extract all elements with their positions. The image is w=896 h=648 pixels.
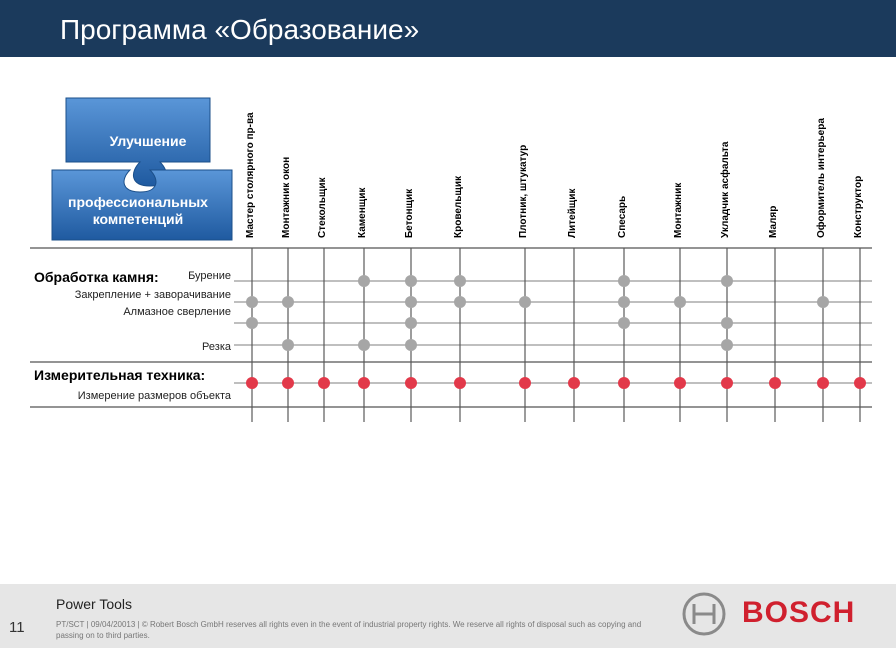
- competency-dot: [721, 275, 733, 287]
- competency-dot: [246, 317, 258, 329]
- competency-dot: [721, 377, 733, 389]
- column-label: Спесарь: [617, 195, 628, 238]
- competency-dot: [769, 377, 781, 389]
- competency-dot: [618, 296, 630, 308]
- competency-dot: [405, 317, 417, 329]
- column-label: Литейщик: [567, 188, 578, 238]
- competency-dot: [519, 296, 531, 308]
- row-label: Закрепление + заворачивание: [74, 289, 231, 301]
- legal-notice: PT/SCT | 09/04/20013 | © Robert Bosch GmbH reserves all rights even in the event of industrial property rights. We reserve all rights of disposal such as copying and passing on to third parties.: [56, 620, 642, 640]
- competency-dot: [618, 317, 630, 329]
- competency-dot: [674, 296, 686, 308]
- competency-dot: [568, 377, 580, 389]
- competency-dot: [282, 377, 294, 389]
- competency-dot: [246, 296, 258, 308]
- section-measuring: Измерительная техника:: [34, 367, 206, 383]
- competency-dot: [817, 377, 829, 389]
- column-label: Мастер столярного пр-ва: [245, 112, 256, 238]
- competency-dot: [817, 296, 829, 308]
- column-label: Монтажник: [673, 182, 684, 238]
- row-label: Резка: [202, 341, 231, 353]
- competency-dot: [282, 296, 294, 308]
- competency-dot: [854, 377, 866, 389]
- division-label: Power Tools: [56, 596, 133, 612]
- column-label: Бетонщик: [404, 188, 415, 238]
- competency-dot: [721, 317, 733, 329]
- competency-dot: [618, 377, 630, 389]
- column-label: Монтажник окон: [281, 156, 292, 238]
- column-label: Оформитель интерьера: [816, 118, 827, 238]
- competency-dot: [405, 339, 417, 351]
- competency-dot: [454, 296, 466, 308]
- row-label: Бурение: [188, 270, 231, 282]
- puzzle-text-line3: компетенций: [92, 211, 184, 227]
- column-label: Стекольщик: [317, 177, 328, 238]
- competency-dot: [358, 275, 370, 287]
- column-label: Конструктор: [853, 175, 864, 238]
- bosch-emblem-icon: [680, 590, 730, 640]
- competency-dot: [454, 275, 466, 287]
- competency-dot: [454, 377, 466, 389]
- column-label: Плотник, штукатур: [518, 144, 529, 238]
- competency-dot: [618, 275, 630, 287]
- competency-dot: [405, 296, 417, 308]
- competency-dot: [519, 377, 531, 389]
- puzzle-text-line2: профессиональных: [68, 194, 208, 210]
- competency-dot: [282, 339, 294, 351]
- section-stone: Обработка камня:: [34, 269, 159, 285]
- page-title: Программа «Образование»: [60, 14, 420, 45]
- column-label: Каменщик: [357, 187, 368, 238]
- column-label: Кровельщик: [453, 176, 464, 238]
- competency-dot: [358, 377, 370, 389]
- competency-dot: [405, 377, 417, 389]
- page-number: 11: [9, 619, 25, 636]
- competency-dot: [246, 377, 258, 389]
- column-label: Маляр: [768, 205, 779, 238]
- puzzle-text-line1: Улучшение: [109, 133, 187, 149]
- competency-dot: [674, 377, 686, 389]
- bosch-logo: BOSCH: [742, 596, 856, 629]
- column-label: Укладчик асфальта: [720, 141, 731, 238]
- row-label: Алмазное сверление: [123, 306, 231, 318]
- row-label: Измерение размеров объекта: [77, 390, 231, 402]
- competency-dot: [721, 339, 733, 351]
- competency-dot: [318, 377, 330, 389]
- competency-dot: [405, 275, 417, 287]
- competency-dot: [358, 339, 370, 351]
